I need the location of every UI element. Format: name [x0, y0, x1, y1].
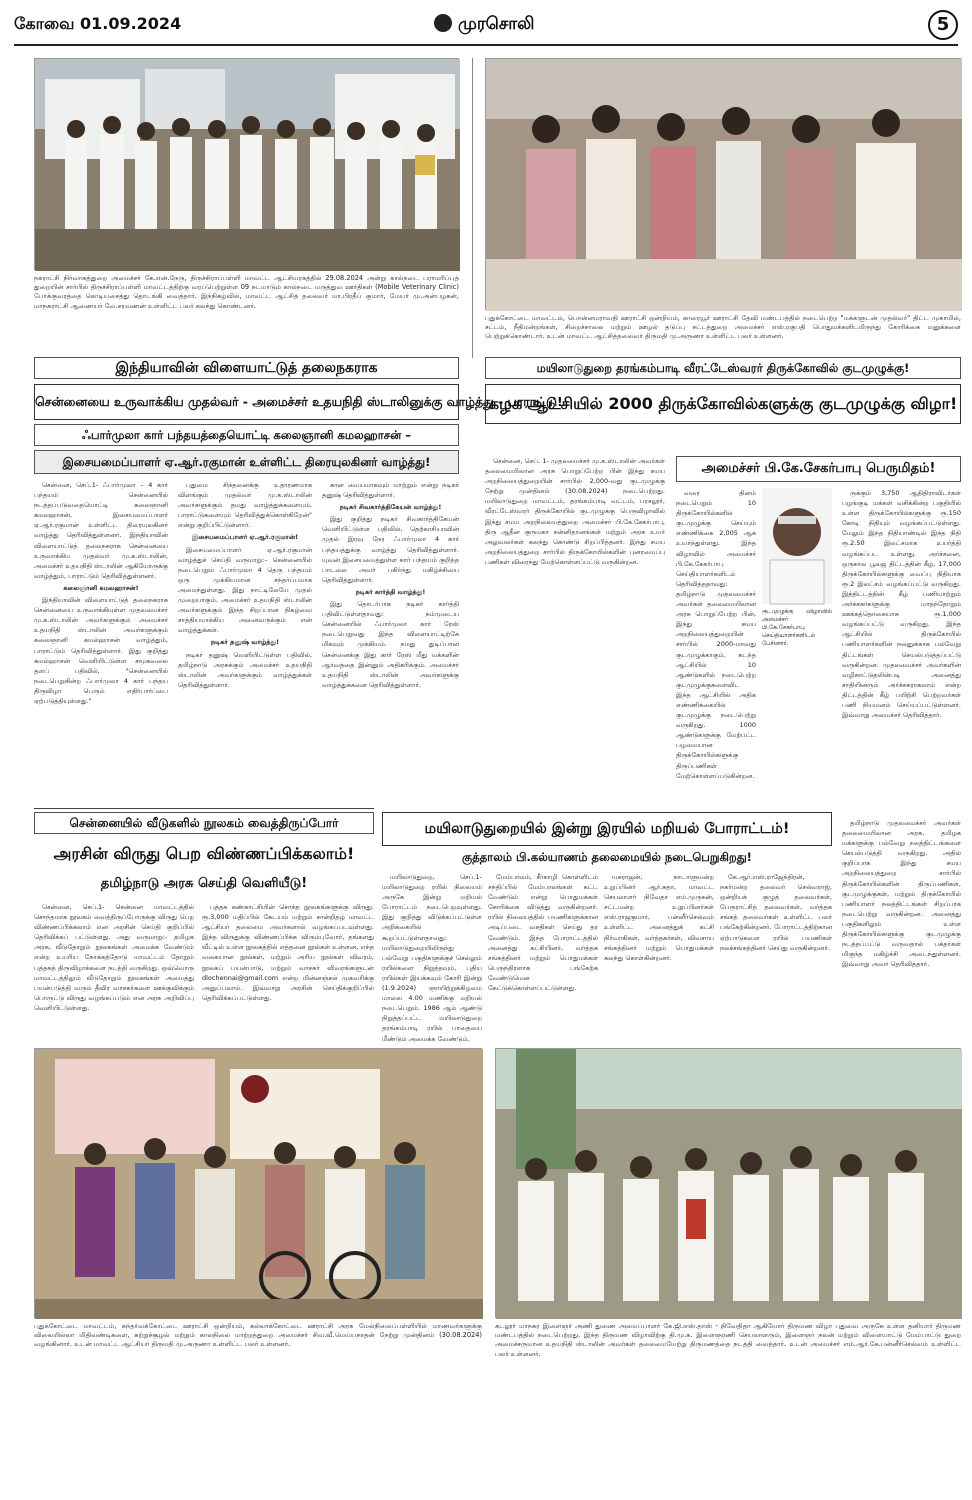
- temple-column-3: [842, 488, 961, 813]
- sports-col1-para: சென்னை, செப்.1- ஃபார்முலா – 4 கார் பந்தயம் சென்னையில் நடத்தப்படுவதையொட்டி கலைஞானி கமலஹாசன், இசையமைப்பாளர் ஏ.ஆர்.ரகுமான் உள்ளிட்ட திரையுலகினர் வாழ்த்து தெரிவித்துள்ளனர். இந்தியாவின் விளையாட்டுத் தலைநகராக சென்னையை உருவாக்கிய முதல்வர் மு.க.ஸ்டாலின், அமைச்சர் உதயநிதி ஸ்டாலின் ஆகியோருக்கு வாழ்த்தும், பாராட்டும் தெரிவித்துள்ளனர்.: [34, 481, 168, 580]
- temple-column-1: [485, 456, 665, 801]
- protest-col4-para: கே.ஆர்.எஸ்.ராஜேந்திரன், நகர்மன்ற தலைவர் செல்வராஜ், ஒன்றியக் குழுத் தலைவர்கள், பேரூராட்சித் தலைவர்கள், வர்த்தக சங்கத் தலைவர்கள் உள்ளிட்ட பலர் பங்கேற்கின்றனர். போராட்டத்திற்கான ஏற்பாடுகளை ரயில் பயணிகள் நலச்சங்கத்தினர் செய்து வருகின்றனர்.: [720, 873, 832, 952]
- sports-col3-para: கான மையமாகவும் மாற்றும் என்று நடிகர் தனுஷ் தெரிவித்துள்ளார்.: [322, 481, 459, 500]
- library-column-1: [34, 902, 194, 1037]
- protest-headline: மயிலாடுதுறையில் இன்று இரயில் மறியல் போராட்டம்!: [382, 812, 832, 846]
- right-bottom-column: [842, 818, 961, 1040]
- sports-col2-para-3: நடிகர் தனுஷ் வெளியிட்டுள்ள பதிவில், தமிழ்நாடு அரசுக்கும் அமைச்சர் உதயநிதி ஸ்டாலின் அவர்களுக்கும் வாழ்த்துக்கள் தெரிவித்துள்ளார்.: [178, 650, 312, 689]
- photo-wedding-image: [496, 1049, 962, 1319]
- minister-portrait-image: [762, 488, 832, 604]
- protest-col1-para: மயிலாடுதுறை, செப்.1- மயிலாடுதுறை ரயில் நிலையம் அருகே இன்று மறியல் போராட்டம் நடைபெறவுள்ளது. இது குறித்து விடுக்கப்பட்டுள்ள அறிக்கையில் கூறப்பட்டுள்ளதாவது: மயிலாடுதுறையிலிருந்து பல்வேறு பகுதிகளுக்குச் செல்லும் ரயில்களை நிறுத்தவும், புதிய ரயில்கள் இயக்கவும் கோரி இன்று (1.9.2024) ஞாயிற்றுக்கிழமை மாலை 4.00 மணிக்கு மறியல் நடைபெறும். 1986 ஆம் ஆண்டு நிறுத்தப்பட்ட மயிலாடுதுறை தரங்கம்பாடி ரயில் பாதையை மீண்டும் அமைக்க வேண்டும்.: [382, 873, 482, 1043]
- sports-col1-para-2: இந்தியாவின் விளையாட்டுத் தலைநகராக சென்னையை உருவாக்கியுள்ள முதலமைச்சர் மு.க.ஸ்டாலின் அவர்களுக்கும் அமைச்சர் உதயநிதி ஸ்டாலின் அவர்களுக்கும் கலைஞானி கமல்ஹாசன் வாழ்த்தும், பாராட்டும் தெரிவித்துள்ளார். இது குறித்து கமல்ஹாசன் வெளியிட்டுள்ள சமூகவலை தளப் பதிவில், "சென்னையில் நடைபெறுகின்ற ஃபார்முலா 4 கார் பந்தய திருவிழா பெரும் எதிர்பார்ப்பை ஏற்படுத்தியுள்ளது.": [34, 596, 168, 705]
- protest-col3-para: யகராஜன், நாடாளுமன்ற உறுப்பினர் ஆர்.சுதா, மாவட்ட செயலாளர் நிவேதா எம்.முருகன், சட்டமன்ற உறுப்பினர்கள் எஸ்.ராஜகுமார், பன்னீர்செல்வம் உள்ளிட்ட அனைத்துக் கட்சி நிர்வாகிகள், வர்த்தகர்கள், விவசாய சங்கத்தினர் மற்றும் பொதுமக்கள் கலந்து கொள்கின்றனர்.: [604, 873, 714, 962]
- edition-date: கோவை 01.09.2024: [14, 14, 182, 33]
- sports-kicker: இந்தியாவின் விளையாட்டுத் தலைநகராக: [34, 357, 459, 379]
- library-col1-para: சென்னை, செப்.1- சென்னை மாவட்டத்தில் சொந்தமாக நூலகம் வைத்திருப்போருக்கு விருது பெற விண்ணப்பிக்கலாம் என அரசின் செய்தி குறிப்பில் தெரிவிக்கப் பட்டுள்ளது. அது வருமாறு:- தமிழக அரசு, வீடுதோறும் நூலகங்கள் அமைக்க வேண்டும் என்ற உயரிய நோக்கத்தோடு மாவட்டம் தோறும் புத்தகத் திருவிழாக்களை நடத்தி வருகிறது. ஒவ்வொரு மாவட்டத்திலும் வீடுதோறும் நூலகங்கள் அமைத்து பயன்படுத்தி வரும் தீவிர வாசகர்களை ஊக்குவிக்கும் பொருட்டு விருது வழங்கப்படும் என அரசு அறிவிப்பு வெளியிட்டுள்ளது.: [34, 903, 194, 1012]
- temple-col1-para: சென்னை, செப். 1- முதலமைச்சர் மு.க.ஸ்டாலின் அவர்கள் தலைமையிலான அரசு பொறுப்பேற்ற பின் இந்து சமய அறநிலையத்துறையின் சார்பில் 2,000-வது குடமுழுக்கு நேற்று முன்தினம் (30.08.2024) நடைபெற்றது. மயிலாடுதுறை மாவட்டம், தரங்கம்பாடி வட்டம், பரசலூர், வீரட்டேஸ்வரர் திருக்கோயில் குடமுழுக்கு பெருவிழாவில் இந்து சமய அறநிலையத்துறை அமைச்சர் பி.கே.சேகர்பாபு, திரு ஆதீன குருமகா சன்னிதானங்கள் மற்றும் அரசு உயர் அலுவலர்கள் கலந்து கொண்டு சிறப்பித்தனர். இந்து சமய அறநிலையத்துறை சார்பில் திருக்கோயில்களின் புனரமைப்பு பணிகள் விரைந்து மேற்கொள்ளப்பட்டு வருகின்றன.: [485, 457, 665, 566]
- caption-grievance-camp: புதுக்கோட்டை மாவட்டம், பொன்னமராவதி ஊராட்சி ஒன்றியம், காரையூர் ஊராட்சி தேவி மண்டபத்தில் நடைபெற்ற "மக்களுடன் முதல்வர்" திட்ட முகாமில், சட்டம், நீதிமன்றங்கள், சிறைச்சாலை மற்றும் ஊழல் தடுப்பு சட்டத்துறை அமைச்சர் எஸ்.ரகுபதி பொதுமக்களிடமிருந்து கோரிக்கை மனுக்களை பெற்றுக்கொண்டார். உடன் மாவட்ட ஆட்சித்தலைவர் திருமதி மு.அருணா உள்ளிட்ட பலர் உள்ளனர்.: [485, 314, 961, 341]
- caption-wedding-ceremony: கடலூர் மாநகர இளைஞர் அணி துணை அமைப்பாளர் கே.ஜி.எஸ்.தாஸ் - நிவேதிதா ஆகியோர் திருமண விழா புதுவை அருகே உள்ள தனியார் திருமண மண்டபத்தில் நடைபெற்றது. இந்த திருமண விழாவிற்கு தி.மு.க. இளைஞரணி செயலாளரும், இளைஞர் நலன் மற்றும் விளையாட்டு மேம்பாட்டு துறை அமைச்சருமான உதயநிதி ஸ்டாலின் அவர்கள் தலைமையேற்று திருமணத்தை நடத்தி வைத்தார். உடன் அமைச்சர் எம்.ஆர்.கே.பன்னீர்செல்வம் உள்ளிட்ட பலர் உள்ளனர்.: [495, 1322, 961, 1358]
- photo-bicycle-image: [35, 1049, 483, 1319]
- sports-col3-subheading-2: நடிகர் கார்த்தி வாழ்த்து!: [355, 587, 426, 596]
- right-bottom-para: தமிழ்நாடு முதலமைச்சர் அவர்கள் தலைமையிலான அரசு, தமிழக மக்களுக்கு பல்வேறு நலத்திட்டங்களை செயல்படுத்தி வருகிறது. அதில் குறிப்பாக இந்து சமய அறநிலையத்துறை சார்பில் திருக்கோயில்களின் திருப்பணிகள், குடமுழுக்குகள், மற்றும் திருக்கோயில் பணியாளர் நலத்திட்டங்கள் சிறப்பாக நடைபெற்று வருகின்றன. அனைத்து பகுதிகளிலும் உள்ள திருக்கோயில்களுக்கு குடமுழுக்கு நடத்தப்பட்டு வருவதால் பக்தர்கள் மிகுந்த மகிழ்ச்சி அடைந்துள்ளனர். இவ்வாறு அவர் தெரிவித்தார்.: [842, 819, 961, 969]
- photo-bicycle-distribution: [34, 1048, 482, 1318]
- sports-column-1: [34, 480, 168, 800]
- sports-subhead-2: இசையமைப்பாளர் ஏ.ஆர்.ரகுமான் உள்ளிட்ட திரையுலகினர் வாழ்த்து!: [34, 450, 459, 474]
- temple-headline: கழக ஆட்சியில் 2000 திருக்கோவில்களுக்கு குடமுழுக்கு விழா!: [485, 384, 961, 424]
- sports-subhead-1: ஃபார்முலா கார் பந்தயத்தையொட்டி கலைஞானி கமலஹாசன் –: [34, 424, 459, 446]
- sports-headline: சென்னையை உருவாக்கிய முதல்வர் - அமைச்சர் உதயநிதி ஸ்டாலினுக்கு வாழ்த்து - பாராட்டு!: [34, 384, 459, 420]
- temple-col2-para: வரை தினம் நடைபெறும் 10 திருக்கோயில்களில் குடமுழுக்கு செய்யும் எண்ணிக்கை 2,005 ஆக உயர்ந்துள்ளது. இந்த விழாவில் அமைச்சர் பி.கே.சேகர்பாபு செய்தியாளர்களிடம் தெரிவித்ததாவது: தமிழ்நாடு முதலமைச்சர் அவர்கள் தலைமையிலான அரசு பொறுப்பேற்ற பின், இந்து சமய அறநிலையத்துறையின் சார்பில் 2000-மாவது குடமுழுக்காகும். கடந்த ஆட்சியில் 10 ஆண்டுகளில் நடைபெற்ற குடமுழுக்குகளைவிட இந்த ஆட்சியில் அதிக எண்ணிக்கையில் குடமுழுக்கு நடைபெற்று வருகிறது. 1000 ஆண்டுகளுக்கு மேற்பட்ட பழமையான திருக்கோயில்களுக்கு திருப்பணிகள் மேற்கொள்ளப்படுகின்றன.: [676, 489, 756, 780]
- portrait-caption: குடமுழுக்கு விழாவில் அமைச்சர் பி.கே.சேகர்பாபு செய்தியாளர்களிடம் பேசினார்.: [762, 609, 832, 647]
- sports-col2-para: புதுமை சிந்தனைக்கு உதாரணமாக விளங்கும் முதல்வர் மு.க.ஸ்டாலின் அவர்களுக்கும் தமது வாழ்த்துக்களையும், பாராட்டுகளையும் தெரிவித்துக்கொள்கிறேன்" என்று குறிப்பிட்டுள்ளார்.: [178, 481, 312, 530]
- sports-col2-subheading-2: நடிகர் தனுஷ் வாழ்த்து!: [210, 638, 280, 647]
- temple-kicker: மயிலாடுதுறை தரங்கம்பாடி வீரட்டேஸ்வரர் திருக்கோவில் குடமுழுக்கு!: [485, 357, 961, 379]
- protest-column-3: [604, 872, 714, 1040]
- sports-col3-para-3: இது தொடர்பாக நடிகர் கார்த்தி பதிவிட்டுள்ளதாவது: நம்முடைய சென்னையில் ஃபார்முலா கார் ரேஸ் நடைபெறுவது இந்த விளையாட்டிற்கே மிகவும் முக்கியம். நமது துடிப்பான சென்னைக்கு இது கார் ரேஸ் மீது மக்களின் ஆர்வத்தை இன்னும் அதிகரிக்கும். அமைச்சர் உதயநிதி ஸ்டாலின் அவர்களுக்கு வாழ்த்துக்களை தெரிவித்துள்ளார்.: [322, 600, 459, 689]
- protest-col2-para: மேம்பாலம், சீர்காழி கொள்ளிடம் சந்திப்பில் மேம்பாலங்கள் கட்ட வேண்டும் என்று பொதுமக்கள் கோரிக்கை விடுத்து வருகின்றனர். ரயில் நிலையத்தில் பயணிகளுக்கான அடிப்படை வசதிகள் செய்து தர வேண்டும். இந்த போராட்டத்தில் அனைத்து கட்சியினர், வர்த்தக சங்கத்தினர் மற்றும் பொதுமக்கள் பெருந்திரளாக பங்கேற்க வேண்டுமென கேட்டுக்கொள்ளப்பட்டுள்ளது.: [488, 873, 598, 993]
- temple-col3-para: ருக்கும் 3,750 ஆதிதிராவிடர்கள் பழங்குடி மக்கள் வசிக்கின்ற பகுதியில் உள்ள திருக்கோயில்களுக்கு ரூ.150 கோடி நிதியும் வழங்கப்பட்டுள்ளது. மேலும் இந்த நிதியாண்டில் இந்த நிதி ரூ.2.50 இலட்சமாக உயர்த்தி வழங்கப்பட உள்ளது. அர்ச்சனை, ஒருகால பூஜை திட்டத்தின் கீழ், 17,000 திருக்கோயில்களுக்கு வைப்பு நிதியாக ரூ.2 இலட்சம் வழங்கப்பட்டு வருகிறது. இத்திட்டத்தின் கீழ் பணியாற்றும் அர்ச்சகர்களுக்கு மாதந்தோறும் ஊக்கத்தொகையாக ரூ.1,000 வழங்கப்பட்டு வருகிறது. இந்த ஆட்சியில் திருக்கோயில் பணியாளர்களின் நலனுக்காக பல்வேறு திட்டங்கள் செயல்படுத்தப்பட்டு வருகின்றன. முதலமைச்சர் அவர்களின் வழிகாட்டுதலின்படி அனைத்து சாதியினரும் அர்ச்சகராகலாம் என்ற திட்டத்தின் கீழ் பயிற்சி பெற்றவர்கள் பணி நியமனம் செய்யப்பட்டுள்ளனர். இவ்வாறு அமைச்சர் தெரிவித்தார்.: [842, 489, 961, 720]
- sports-col3-para-2: இது குறித்து நடிகர் சிவகார்த்திகேயன் வெளியிட்டுள்ள பதிவில், தெற்காசியாவின் முதல் இரவு நேர ஃபார்முலா 4 கார் பந்தயத்துக்கு வாழ்த்து தெரிவித்துள்ளார். யுவன் இசையமைத்துள்ள கார் பந்தயம் குறித்த பாடலை அவர் பகிர்ந்து மகிழ்ச்சியை தெரிவித்துள்ளார்.: [322, 515, 459, 584]
- temple-subhead: அமைச்சர் பி.கே.சேகர்பாபு பெருமிதம்!: [676, 456, 961, 482]
- paper-name-text: முரசொலி: [458, 14, 535, 34]
- protest-column-2: [488, 872, 598, 1040]
- library-col2-para: புத்தக கண்காட்சியின் சொந்த நூலகங்களுக்கு விருது. ரூ.3,000 மதிப்பில் கேடயம் மற்றும் சான்றிதழ் மாவட்ட ஆட்சியர் தலைமை அவர்களால் வழங்கப்படவுள்ளது. இந்த விருதுக்கு விண்ணப்பிக்க விரும்புவோர், தங்களது வீட்டில் உள்ள நூலகத்தில் எத்தனை நூல்கள் உள்ளன, எந்த வகையான நூல்கள், மற்றும் அரிய நூல்கள் விவரம், நூலகப் பயன்பாடு, மற்றும் வாசகர் விவரங்களுடன் dlochennai@gmail.com என்ற மின்னஞ்சல் முகவரிக்கு அனுப்பலாம். இவ்வாறு அரசின் செய்திக்குறிப்பில் தெரிவிக்கப்பட்டுள்ளது.: [202, 903, 374, 1002]
- library-column-2: [202, 902, 374, 1037]
- section-divider: [34, 808, 374, 809]
- sports-column-3: [322, 480, 459, 800]
- sports-col3-subheading: நடிகர் சிவகார்த்திகேயன் வாழ்த்து!: [339, 503, 442, 512]
- sports-col1-subheading: கலைஞானி கமலஹாசன்!: [63, 583, 139, 592]
- caption-ambulance: நகராட்சி நிர்வாகத்துறை அமைச்சர் கே.என்.நேரு, திருச்சிராப்பள்ளி மாவட்ட ஆட்சியரகத்தில் 29.08.2024 அன்று கால்நடை பராமரிப்புத் துறையின் சார்பில் திருச்சிராப்பள்ளி மாவட்டத்திற்கு வரப்பெற்றுள்ள 09 நடமாடும் கால்நடை மருத்துவ ஊர்திகள் (Mobile Veterinary Clinic) போக்குவரத்தை கொடியசைத்து தொடங்கி வைத்தார். இந்நிகழ்வில், மாவட்ட ஆட்சித் தலைவர் மா.பிரதீப் குமார், மேயர் மு.அன்பழகன், மாநகராட்சி ஆணையர் வே.சரவணன் உள்ளிட்ட பலர் கலந்து கொண்டனர்.: [34, 274, 459, 310]
- protest-subhead: குத்தாலம் பி.கல்யாணம் தலைமையில் நடைபெறுகிறது!: [462, 850, 752, 864]
- photo-wedding-ceremony: [495, 1048, 961, 1318]
- library-kicker: சென்னையில் வீடுகளில் நூலகம் வைத்திருப்போர்: [34, 812, 374, 834]
- photo-people-grievance-camp: [485, 58, 961, 310]
- paper-name: [434, 14, 535, 36]
- protest-column-4: [720, 872, 832, 1040]
- caption-bicycle-distribution: புதுக்கோட்டை மாவட்டம், கந்தர்வக்கோட்டை ஊராட்சி ஒன்றியம், கல்லாக்கோட்டை ஊராட்சி அரசு மேல்நிலைப்பள்ளியில் மாணவர்களுக்கு விலையில்லா மிதிவண்டிகளை, சுற்றுச்சூழல் மற்றும் காலநிலை மாற்றத்துறை அமைச்சர் சிவ.வீ.மெய்யநாதன் நேற்று முன்தினம் (30.08.2024) வழங்கினார். உடன் மாவட்ட ஆட்சியர் திருமதி மு.அருணா உள்ளிட்ட பலர் உள்ளனர்.: [34, 1322, 482, 1349]
- sun-logo-icon: [434, 14, 452, 32]
- library-headline: அரசின் விருது பெற விண்ணப்பிக்கலாம்!: [53, 844, 355, 863]
- masthead: [14, 6, 958, 46]
- page-number: 5: [928, 10, 958, 40]
- sports-col2-subheading: இசையமைப்பாளர் ஏ.ஆர்.ரகுமான்!: [191, 533, 299, 542]
- sports-column-2: [178, 480, 312, 800]
- column-divider: [472, 58, 473, 358]
- sports-col2-para-2: இசையமைப்பாளர் ஏ.ஆர்.ரகுமான் வாழ்த்துச் செய்தி வருமாறு:– சென்னையில் நடைபெறும் ஃபார்முலா 4 தெரு பந்தயம் ஒரு முக்கியமான சந்தர்ப்பமாக அமைந்துள்ளது. இது நாட்டிலேயே முதல் முறையாகும். அமைச்சர் உதயநிதி ஸ்டாலின் அவர்களுக்கும் இந்த சிறப்பான நிகழ்வை சாத்தியமாக்கிய அனைவருக்கும் என் வாழ்த்துக்கள்.: [178, 545, 312, 635]
- photo-ambulance-flagoff: [34, 58, 459, 270]
- protest-column-1: [382, 872, 482, 1043]
- portrait-minister: [762, 488, 832, 604]
- photo-ambulance-image: [35, 59, 460, 271]
- photo-grievance-image: [486, 59, 962, 311]
- temple-column-2: [676, 488, 756, 800]
- library-subhead: தமிழ்நாடு அரசு செய்தி வெளியீடு!: [100, 876, 308, 891]
